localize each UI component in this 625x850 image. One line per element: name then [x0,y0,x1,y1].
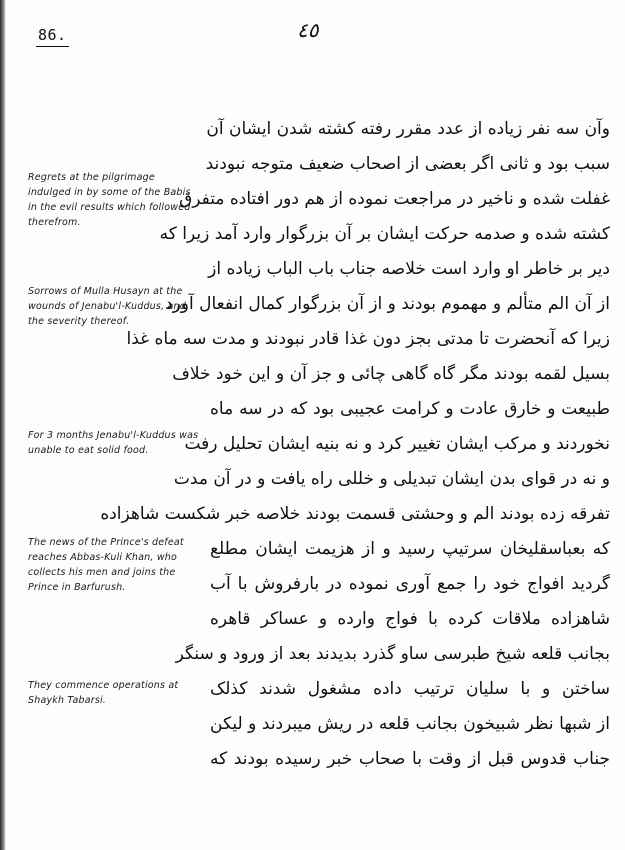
text-line: زیرا که آنحضرت تا مدتی بجز دون غذا قادر نبودند و مدت سه ماه غذا [126,329,610,349]
text-line: بسیل لقمه بودند مگر گاه گاهی چائی و جز آن و این خود خلاف [172,364,610,384]
text-line: سبب بود و ثانی اگر بعضی از اصحاب ضعیف متوجه نبودند [205,154,610,174]
margin-note-three-months: For 3 months Jenabu'l-Kuddus was unable to eat solid food. [28,430,199,456]
text-line: بجانب قلعه شیخ طبرسی ساو گذرد بدیدند بعد از ورود و سنگر [175,644,610,664]
text-line: ساختن و با سلیان ترتیب داده مشغول شدند کذلک [210,679,610,699]
scan-edge-shadow [0,0,6,850]
margin-note-regrets: Regrets at the pilgrimage indulged in by some of the Babis in the evil results which followed therefrom. [28,172,191,228]
text-line: و نه در قوای بدن ایشان تبدیلی و خللی راه یافت و در آن مدت [173,469,610,489]
text-line: از شبها نظر شبیخون بجانب قلعه در ریش میبردند و لیکن [210,714,610,734]
text-line: تفرقه زده بودند الم و وحشتی قسمت بودند خلاصه خبر شکست شاهزاده [100,504,610,524]
text-line: گردید افواج خود را جمع آوری نموده در بارفروش با آب [210,574,610,594]
text-line: کشته شده و صدمه حرکت ایشان بر آن بزرگوار وارد آمد زیرا که [159,224,610,244]
margin-note-news: The news of the Prince's defeat reaches Abbas-Kuli Khan, who collects his men and joins the Prince in Barfurush. [28,537,184,593]
text-line: نخوردند و مرکب ایشان تغییر کرد و نه بنیه ایشان تحلیل رفت [184,434,610,454]
margin-note-sorrows: Sorrows of Mulla Husayn at the wounds of Jenabu'l-Kuddus, and the severity thereof. [28,286,186,327]
text-line: طبیعت و خارق عادت و کرامت عجیبی بود که در سه ماه [210,399,610,419]
text-line: دیر بر خاطر او وارد است خلاصه جناب باب الباب زیاده از [208,259,610,279]
text-line: وآن سه نفر زیاده از عدد مقرر رفته کشته شدن ایشان آن [206,119,610,139]
text-line: جناب قدوس قبل از وقت با صحاب خبر رسیده بودند که [210,749,610,769]
text-line: غفلت شده و ناخیر در مراجعت نموده از هم دور افتاده متفرق [179,189,610,209]
margin-note-operations: They commence operations at Shaykh Tabarsi. [28,680,179,706]
text-line: که بعباسقلیخان سرتیپ رسید و از هزیمت ایشان مطلع [210,539,610,559]
text-line: شاهزاده ملاقات کرده با فواج وارده و عساکر قاهره [210,609,610,629]
page-number-top: ٤٥ [297,18,319,42]
page-number-left: 86. [38,26,67,44]
text-line: از آن الم متألم و مهموم بودند و از آن بزرگوار کمال انفعال آورد [165,294,610,314]
